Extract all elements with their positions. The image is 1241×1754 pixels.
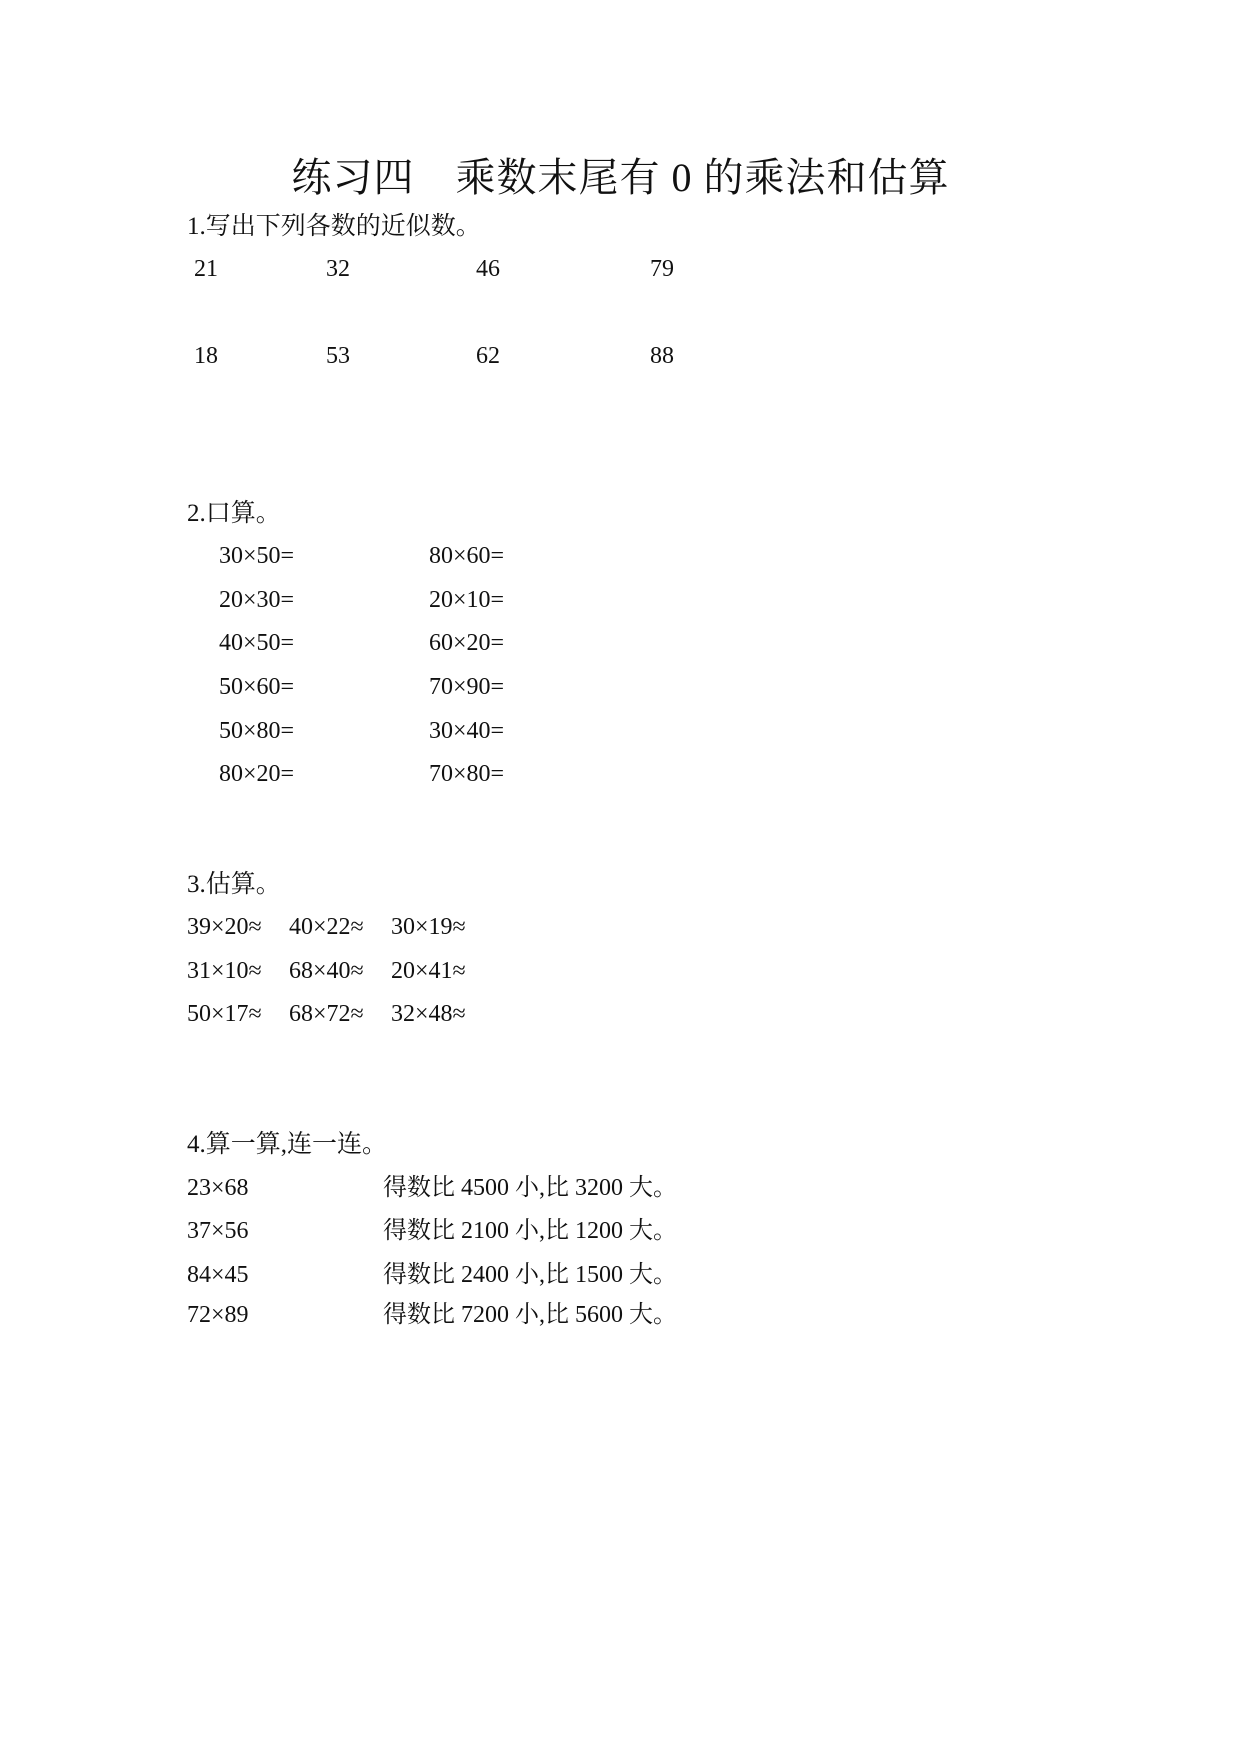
match-range: 得数比 7200 小,比 5600 大。 xyxy=(383,1302,677,1328)
estimate-item: 30×19≈ xyxy=(391,914,466,940)
question-1-heading: 1.写出下列各数的近似数。 xyxy=(187,213,481,240)
estimate-item: 32×48≈ xyxy=(391,1001,466,1027)
approx-number: 62 xyxy=(476,343,500,369)
page-title: 练习四 乘数末尾有 0 的乘法和估算 xyxy=(291,155,950,200)
oral-calc-item: 50×60= xyxy=(219,674,295,700)
approx-number: 88 xyxy=(650,343,674,369)
match-range: 得数比 2100 小,比 1200 大。 xyxy=(383,1218,677,1244)
estimate-item: 20×41≈ xyxy=(391,958,466,984)
match-range: 得数比 4500 小,比 3200 大。 xyxy=(383,1175,677,1201)
approx-number: 46 xyxy=(476,256,500,282)
approx-number: 53 xyxy=(326,343,350,369)
oral-calc-item: 70×80= xyxy=(429,761,505,787)
match-expression: 37×56 xyxy=(187,1218,249,1244)
estimate-item: 39×20≈ xyxy=(187,914,262,940)
oral-calc-item: 30×50= xyxy=(219,543,295,569)
question-2-heading: 2.口算。 xyxy=(187,500,281,527)
oral-calc-item: 30×40= xyxy=(429,718,505,744)
oral-calc-item: 20×30= xyxy=(219,587,295,613)
estimate-item: 31×10≈ xyxy=(187,958,262,984)
oral-calc-item: 40×50= xyxy=(219,630,295,656)
oral-calc-item: 70×90= xyxy=(429,674,505,700)
estimate-item: 40×22≈ xyxy=(289,914,364,940)
question-4-heading: 4.算一算,连一连。 xyxy=(187,1131,388,1158)
estimate-item: 68×40≈ xyxy=(289,958,364,984)
approx-number: 32 xyxy=(326,256,350,282)
approx-number: 21 xyxy=(194,256,218,282)
oral-calc-item: 20×10= xyxy=(429,587,505,613)
match-expression: 84×45 xyxy=(187,1262,249,1288)
match-expression: 72×89 xyxy=(187,1302,249,1328)
estimate-item: 50×17≈ xyxy=(187,1001,262,1027)
oral-calc-item: 80×60= xyxy=(429,543,505,569)
question-3-heading: 3.估算。 xyxy=(187,871,281,898)
oral-calc-item: 80×20= xyxy=(219,761,295,787)
estimate-item: 68×72≈ xyxy=(289,1001,364,1027)
oral-calc-item: 60×20= xyxy=(429,630,505,656)
match-range: 得数比 2400 小,比 1500 大。 xyxy=(383,1262,677,1288)
match-expression: 23×68 xyxy=(187,1175,249,1201)
oral-calc-item: 50×80= xyxy=(219,718,295,744)
approx-number: 18 xyxy=(194,343,218,369)
approx-number: 79 xyxy=(650,256,674,282)
